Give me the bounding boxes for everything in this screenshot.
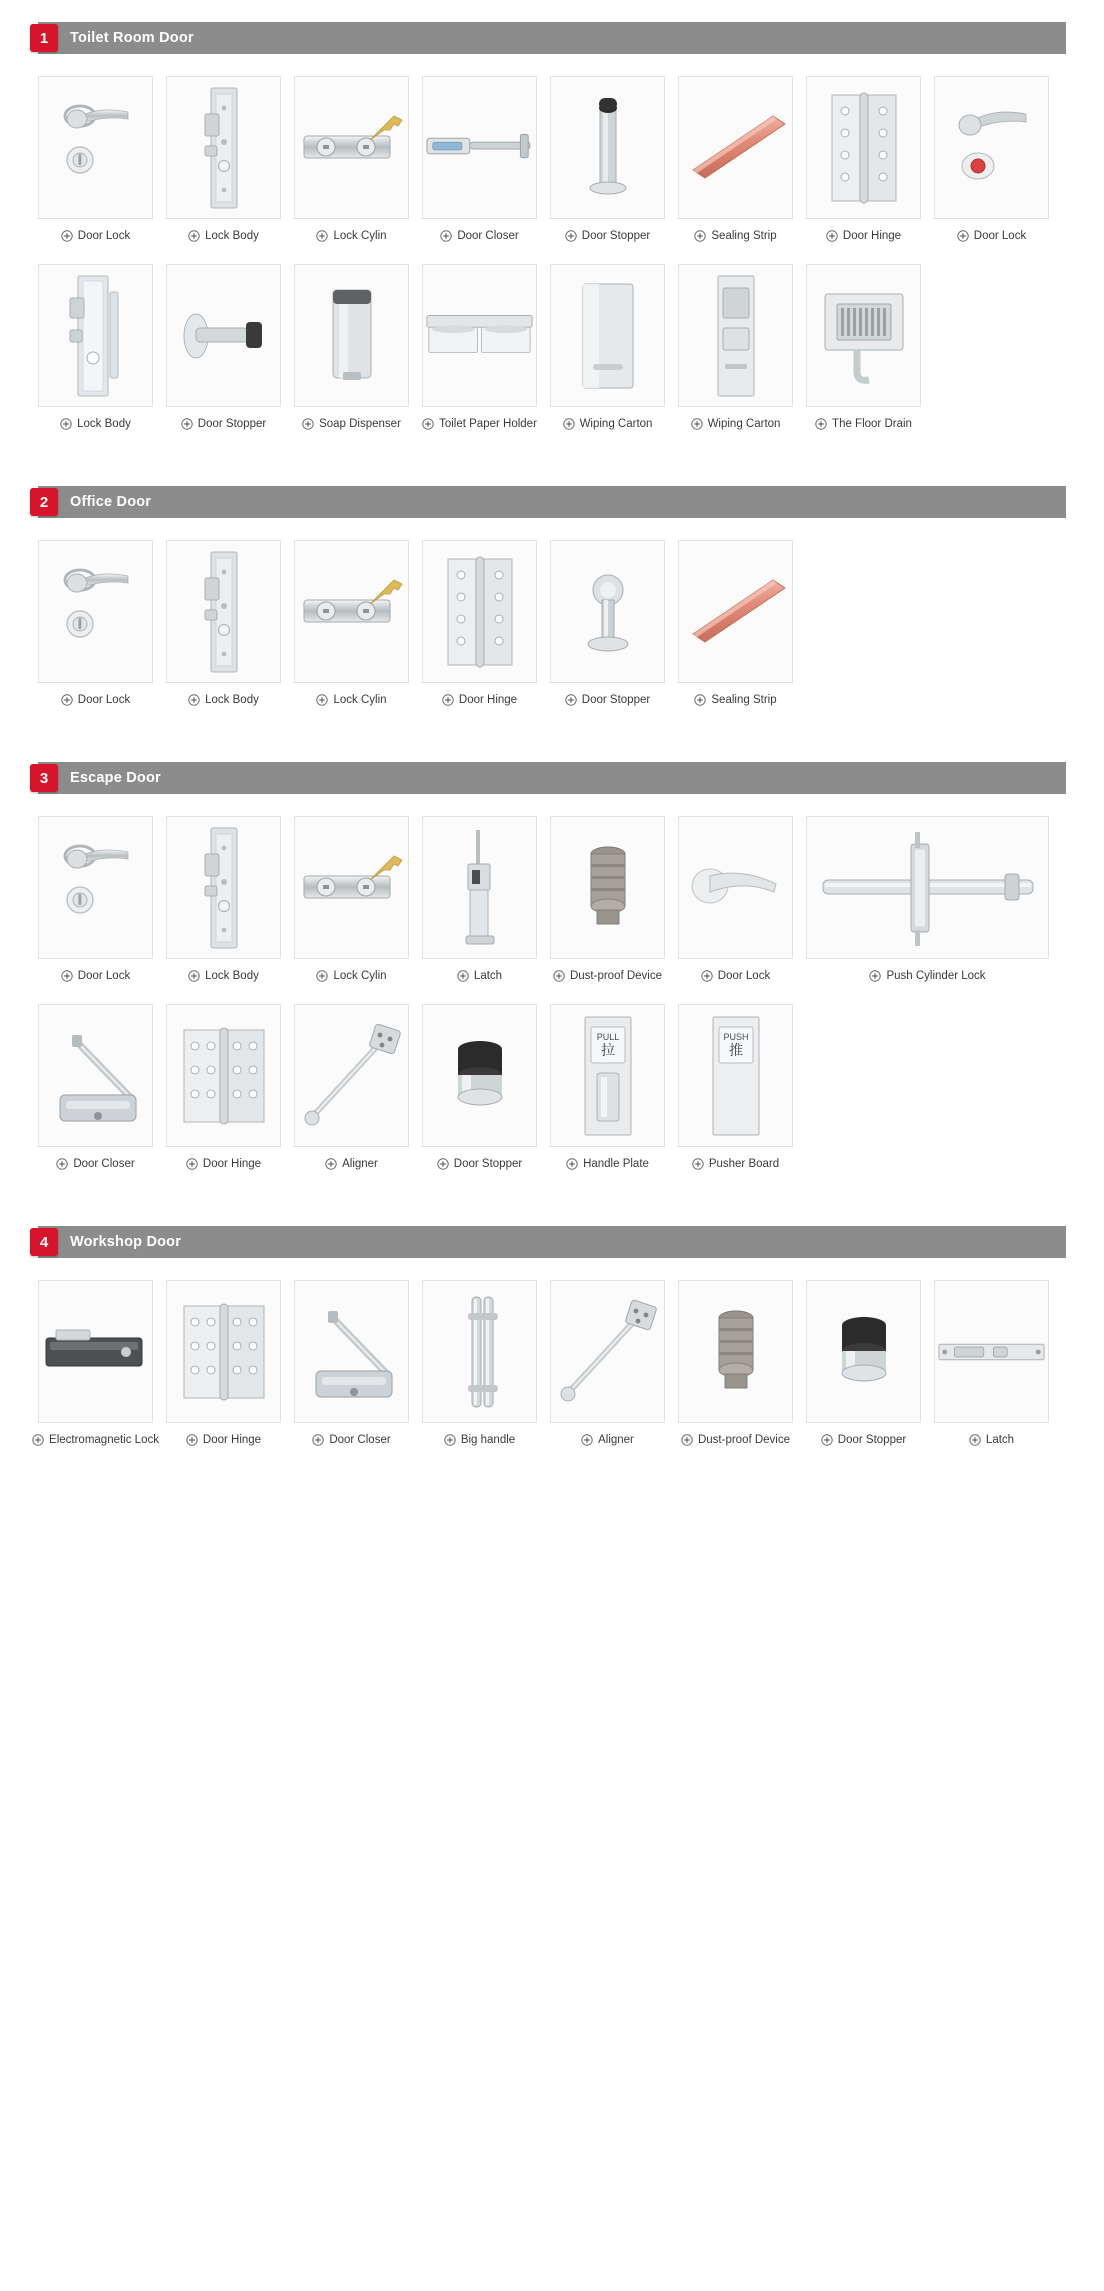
product-label: Dust-proof Device	[569, 970, 663, 982]
product-cell[interactable]	[422, 76, 537, 242]
product-cell[interactable]	[550, 264, 665, 430]
product-label: Pusher Board	[708, 1158, 780, 1170]
plus-circle-icon[interactable]	[969, 1434, 981, 1446]
product-image-paper-holder[interactable]	[422, 264, 537, 407]
product-image-wall-stopper[interactable]	[166, 264, 281, 407]
product-caption	[61, 694, 130, 706]
product-cell[interactable]	[422, 1004, 537, 1170]
plus-circle-icon[interactable]	[61, 694, 73, 706]
product-caption	[826, 230, 901, 242]
section-header-escape-door	[38, 762, 1066, 794]
plus-circle-icon[interactable]	[815, 418, 827, 430]
plus-circle-icon[interactable]	[422, 418, 434, 430]
plus-circle-icon[interactable]	[316, 230, 328, 242]
product-label: Latch	[985, 1434, 1015, 1446]
section-title: Toilet Room Door	[70, 30, 194, 46]
plus-circle-icon[interactable]	[316, 970, 328, 982]
plus-circle-icon[interactable]	[56, 1158, 68, 1170]
product-label: Lock Body	[77, 418, 131, 430]
product-caption	[566, 1158, 649, 1170]
product-image-big-handle[interactable]	[422, 1280, 537, 1423]
product-caption	[691, 418, 781, 430]
product-label: Door Closer	[73, 1158, 135, 1170]
product-caption	[821, 1434, 906, 1446]
product-cell[interactable]	[806, 76, 921, 242]
product-label: Toilet Paper Holder	[439, 418, 537, 430]
product-cell[interactable]	[166, 76, 281, 242]
product-caption	[32, 1434, 159, 1446]
plus-circle-icon[interactable]	[442, 694, 454, 706]
product-label: Door Hinge	[202, 1434, 262, 1446]
product-caption	[694, 230, 776, 242]
plus-circle-icon[interactable]	[325, 1158, 337, 1170]
product-cell[interactable]	[678, 1280, 793, 1446]
svg-text:拉: 拉	[600, 1041, 615, 1058]
plus-circle-icon[interactable]	[312, 1434, 324, 1446]
plus-circle-icon[interactable]	[566, 1158, 578, 1170]
product-cell[interactable]	[422, 264, 537, 430]
product-label: Door Hinge	[842, 230, 902, 242]
product-caption	[869, 970, 985, 982]
product-caption	[188, 970, 259, 982]
product-cell[interactable]	[550, 540, 665, 706]
product-cell[interactable]	[550, 1004, 665, 1170]
product-label: Latch	[473, 970, 503, 982]
product-cell[interactable]	[678, 816, 793, 982]
svg-text:推: 推	[728, 1041, 743, 1058]
product-image-dust-proof-device[interactable]	[678, 1280, 793, 1423]
product-image-flush-bolt-latch[interactable]	[422, 816, 537, 959]
product-image-aligner[interactable]	[294, 1004, 409, 1147]
product-label: Lock Cylin	[333, 970, 387, 982]
section-number-badge: 3	[30, 764, 58, 792]
product-label: Door Lock	[717, 970, 771, 982]
plus-circle-icon[interactable]	[186, 1158, 198, 1170]
section-title: Workshop Door	[70, 1234, 182, 1250]
product-caption	[312, 1434, 390, 1446]
product-image-wiping-carton-1[interactable]	[550, 264, 665, 407]
section-header-toilet-room-door	[38, 22, 1066, 54]
product-cell[interactable]	[294, 76, 409, 242]
product-cell[interactable]	[294, 264, 409, 430]
product-caption	[692, 1158, 779, 1170]
product-caption	[186, 1434, 261, 1446]
product-cell[interactable]	[806, 264, 921, 430]
product-cell[interactable]	[38, 264, 153, 430]
product-image-electromagnetic-lock[interactable]	[38, 1280, 153, 1423]
plus-circle-icon[interactable]	[565, 694, 577, 706]
product-image-lever-handle-rose[interactable]	[38, 816, 153, 959]
plus-circle-icon[interactable]	[440, 230, 452, 242]
product-caption	[437, 1158, 522, 1170]
product-grid	[38, 540, 1066, 728]
plus-circle-icon[interactable]	[869, 970, 881, 982]
product-label: Sealing Strip	[711, 230, 777, 242]
product-caption	[302, 418, 401, 430]
product-image-floor-stopper-round[interactable]	[550, 540, 665, 683]
product-caption	[563, 418, 653, 430]
plus-circle-icon[interactable]	[181, 418, 193, 430]
product-label: Big handle	[460, 1434, 516, 1446]
product-image-door-closer-slim[interactable]	[422, 76, 537, 219]
product-caption	[316, 970, 386, 982]
product-caption	[701, 970, 770, 982]
product-cell[interactable]	[294, 540, 409, 706]
section-header-workshop-door	[38, 1226, 1066, 1258]
product-cell[interactable]	[294, 1004, 409, 1170]
product-caption	[422, 418, 537, 430]
product-label: Door Hinge	[202, 1158, 262, 1170]
product-image-door-stopper-black[interactable]	[422, 1004, 537, 1147]
product-image-flush-bolt-flat[interactable]	[934, 1280, 1049, 1423]
product-label: Lock Body	[205, 970, 259, 982]
product-image-lever-handle-rose[interactable]	[38, 76, 153, 219]
product-image-lever-handle-plain[interactable]	[678, 816, 793, 959]
product-image-cylinder-key[interactable]	[294, 76, 409, 219]
plus-circle-icon[interactable]	[563, 418, 575, 430]
section-header-office-door	[38, 486, 1066, 518]
product-caption	[188, 694, 259, 706]
product-cell[interactable]	[38, 816, 153, 982]
product-cell[interactable]	[550, 76, 665, 242]
product-label: Electromagnetic Lock	[49, 1434, 159, 1446]
product-image-door-closer-body[interactable]	[38, 1004, 153, 1147]
plus-circle-icon[interactable]	[61, 970, 73, 982]
plus-circle-icon[interactable]	[581, 1434, 593, 1446]
product-label: Door Stopper	[197, 418, 267, 430]
product-cell[interactable]	[678, 1004, 793, 1170]
product-caption	[61, 970, 130, 982]
product-cell[interactable]	[678, 264, 793, 430]
plus-circle-icon[interactable]	[61, 230, 73, 242]
product-caption	[188, 230, 259, 242]
section-number-badge: 1	[30, 24, 58, 52]
product-caption	[440, 230, 518, 242]
plus-circle-icon[interactable]	[188, 694, 200, 706]
product-image-butt-hinge-wide[interactable]	[166, 1280, 281, 1423]
product-image-door-closer-body[interactable]	[294, 1280, 409, 1423]
product-cell[interactable]	[422, 816, 537, 982]
product-label: Door Stopper	[453, 1158, 523, 1170]
product-cell[interactable]	[166, 1280, 281, 1446]
plus-circle-icon[interactable]	[316, 694, 328, 706]
plus-circle-icon[interactable]	[437, 1158, 449, 1170]
product-label: Lock Body	[205, 230, 259, 242]
plus-circle-icon[interactable]	[565, 230, 577, 242]
product-label: Push Cylinder Lock	[886, 970, 986, 982]
product-image-lever-handle-thumbturn[interactable]	[934, 76, 1049, 219]
product-label: Door Closer	[329, 1434, 391, 1446]
product-cell[interactable]	[806, 1280, 921, 1446]
product-caption	[694, 694, 776, 706]
plus-circle-icon[interactable]	[553, 970, 565, 982]
product-cell[interactable]	[166, 1004, 281, 1170]
svg-text:PUSH: PUSH	[722, 1031, 749, 1042]
product-caption	[181, 418, 266, 430]
product-label: The Floor Drain	[832, 418, 912, 430]
product-cell[interactable]	[934, 76, 1049, 242]
product-cell[interactable]	[38, 76, 153, 242]
plus-circle-icon[interactable]	[60, 418, 72, 430]
product-label: Door Stopper	[581, 230, 651, 242]
section-number-badge: 4	[30, 1228, 58, 1256]
product-image-floor-stopper-tall[interactable]	[550, 76, 665, 219]
product-image-cylinder-key[interactable]	[294, 540, 409, 683]
plus-circle-icon[interactable]	[457, 970, 469, 982]
product-label: Handle Plate	[583, 1158, 649, 1170]
product-label: Lock Cylin	[333, 230, 387, 242]
product-caption	[565, 230, 650, 242]
product-grid	[38, 76, 1066, 452]
plus-circle-icon[interactable]	[821, 1434, 833, 1446]
product-image-butt-hinge[interactable]	[806, 76, 921, 219]
product-caption	[444, 1434, 515, 1446]
product-cell[interactable]	[678, 76, 793, 242]
plus-circle-icon[interactable]	[694, 230, 706, 242]
product-label: Wiping Carton	[579, 418, 653, 430]
product-image-dust-proof-device[interactable]	[550, 816, 665, 959]
product-label: Lock Body	[205, 694, 259, 706]
product-label: Door Hinge	[458, 694, 518, 706]
plus-circle-icon[interactable]	[692, 1158, 704, 1170]
product-image-panic-push-bar[interactable]	[806, 816, 1049, 959]
plus-circle-icon[interactable]	[701, 970, 713, 982]
product-cell[interactable]	[294, 816, 409, 982]
product-cell[interactable]	[166, 264, 281, 430]
plus-circle-icon[interactable]	[302, 418, 314, 430]
product-image-wiping-carton-2[interactable]	[678, 264, 793, 407]
product-image-butt-hinge-wide[interactable]	[166, 1004, 281, 1147]
plus-circle-icon[interactable]	[186, 1434, 198, 1446]
product-caption	[316, 230, 386, 242]
product-label: Door Lock	[973, 230, 1027, 242]
product-label: Door Lock	[77, 230, 131, 242]
product-caption	[61, 230, 130, 242]
product-cell[interactable]	[166, 816, 281, 982]
product-image-mortise-lock-body-2[interactable]	[38, 264, 153, 407]
product-cell[interactable]	[422, 1280, 537, 1446]
section-title: Escape Door	[70, 770, 161, 786]
product-label: Soap Dispenser	[319, 418, 401, 430]
product-caption	[316, 694, 386, 706]
product-image-aligner[interactable]	[550, 1280, 665, 1423]
plus-circle-icon[interactable]	[691, 418, 703, 430]
plus-circle-icon[interactable]	[188, 230, 200, 242]
plus-circle-icon[interactable]	[694, 694, 706, 706]
plus-circle-icon[interactable]	[188, 970, 200, 982]
product-image-soap-dispenser[interactable]	[294, 264, 409, 407]
product-label: Door Closer	[457, 230, 519, 242]
product-cell[interactable]	[38, 1004, 153, 1170]
product-caption	[581, 1434, 634, 1446]
section-number-badge: 2	[30, 488, 58, 516]
product-cell[interactable]	[422, 540, 537, 706]
product-caption	[56, 1158, 134, 1170]
product-cell[interactable]	[550, 1280, 665, 1446]
product-cell[interactable]	[38, 1280, 159, 1446]
product-cell[interactable]	[678, 540, 793, 706]
product-label: Aligner	[598, 1434, 634, 1446]
product-image-mortise-lock-body[interactable]	[166, 76, 281, 219]
product-caption	[815, 418, 912, 430]
product-label: Lock Cylin	[333, 694, 387, 706]
product-image-butt-hinge[interactable]	[422, 540, 537, 683]
product-grid	[38, 816, 1066, 1192]
product-label: Door Stopper	[581, 694, 651, 706]
section-title: Office Door	[70, 494, 152, 510]
product-caption	[553, 970, 662, 982]
product-label: Dust-proof Device	[697, 1434, 791, 1446]
product-label: Door Stopper	[837, 1434, 907, 1446]
product-cell[interactable]	[934, 1280, 1049, 1446]
plus-circle-icon[interactable]	[444, 1434, 456, 1446]
plus-circle-icon[interactable]	[957, 230, 969, 242]
product-caption	[186, 1158, 261, 1170]
product-image-sealing-strip[interactable]	[678, 540, 793, 683]
product-image-cylinder-key[interactable]	[294, 816, 409, 959]
product-caption	[60, 418, 131, 430]
product-image-mortise-lock-body[interactable]	[166, 540, 281, 683]
product-label: Sealing Strip	[711, 694, 777, 706]
svg-text:PULL: PULL	[596, 1031, 619, 1042]
product-caption	[565, 694, 650, 706]
product-image-pull-plate[interactable]	[550, 1004, 665, 1147]
product-image-floor-drain[interactable]	[806, 264, 921, 407]
product-caption	[681, 1434, 790, 1446]
product-caption	[325, 1158, 378, 1170]
product-cell[interactable]	[806, 816, 1049, 982]
product-image-sealing-strip[interactable]	[678, 76, 793, 219]
product-grid	[38, 1280, 1066, 1468]
product-caption	[457, 970, 502, 982]
plus-circle-icon[interactable]	[826, 230, 838, 242]
product-caption	[957, 230, 1026, 242]
product-image-push-plate[interactable]	[678, 1004, 793, 1147]
plus-circle-icon[interactable]	[681, 1434, 693, 1446]
product-label: Aligner	[342, 1158, 378, 1170]
product-label: Door Lock	[77, 694, 131, 706]
product-label: Wiping Carton	[707, 418, 781, 430]
product-cell[interactable]	[550, 816, 665, 982]
product-cell[interactable]	[166, 540, 281, 706]
product-cell[interactable]	[38, 540, 153, 706]
product-label: Door Lock	[77, 970, 131, 982]
product-caption	[969, 1434, 1014, 1446]
product-image-mortise-lock-body[interactable]	[166, 816, 281, 959]
product-caption	[442, 694, 517, 706]
plus-circle-icon[interactable]	[32, 1434, 44, 1446]
product-cell[interactable]	[294, 1280, 409, 1446]
product-image-door-stopper-black[interactable]	[806, 1280, 921, 1423]
product-image-lever-handle-rose[interactable]	[38, 540, 153, 683]
